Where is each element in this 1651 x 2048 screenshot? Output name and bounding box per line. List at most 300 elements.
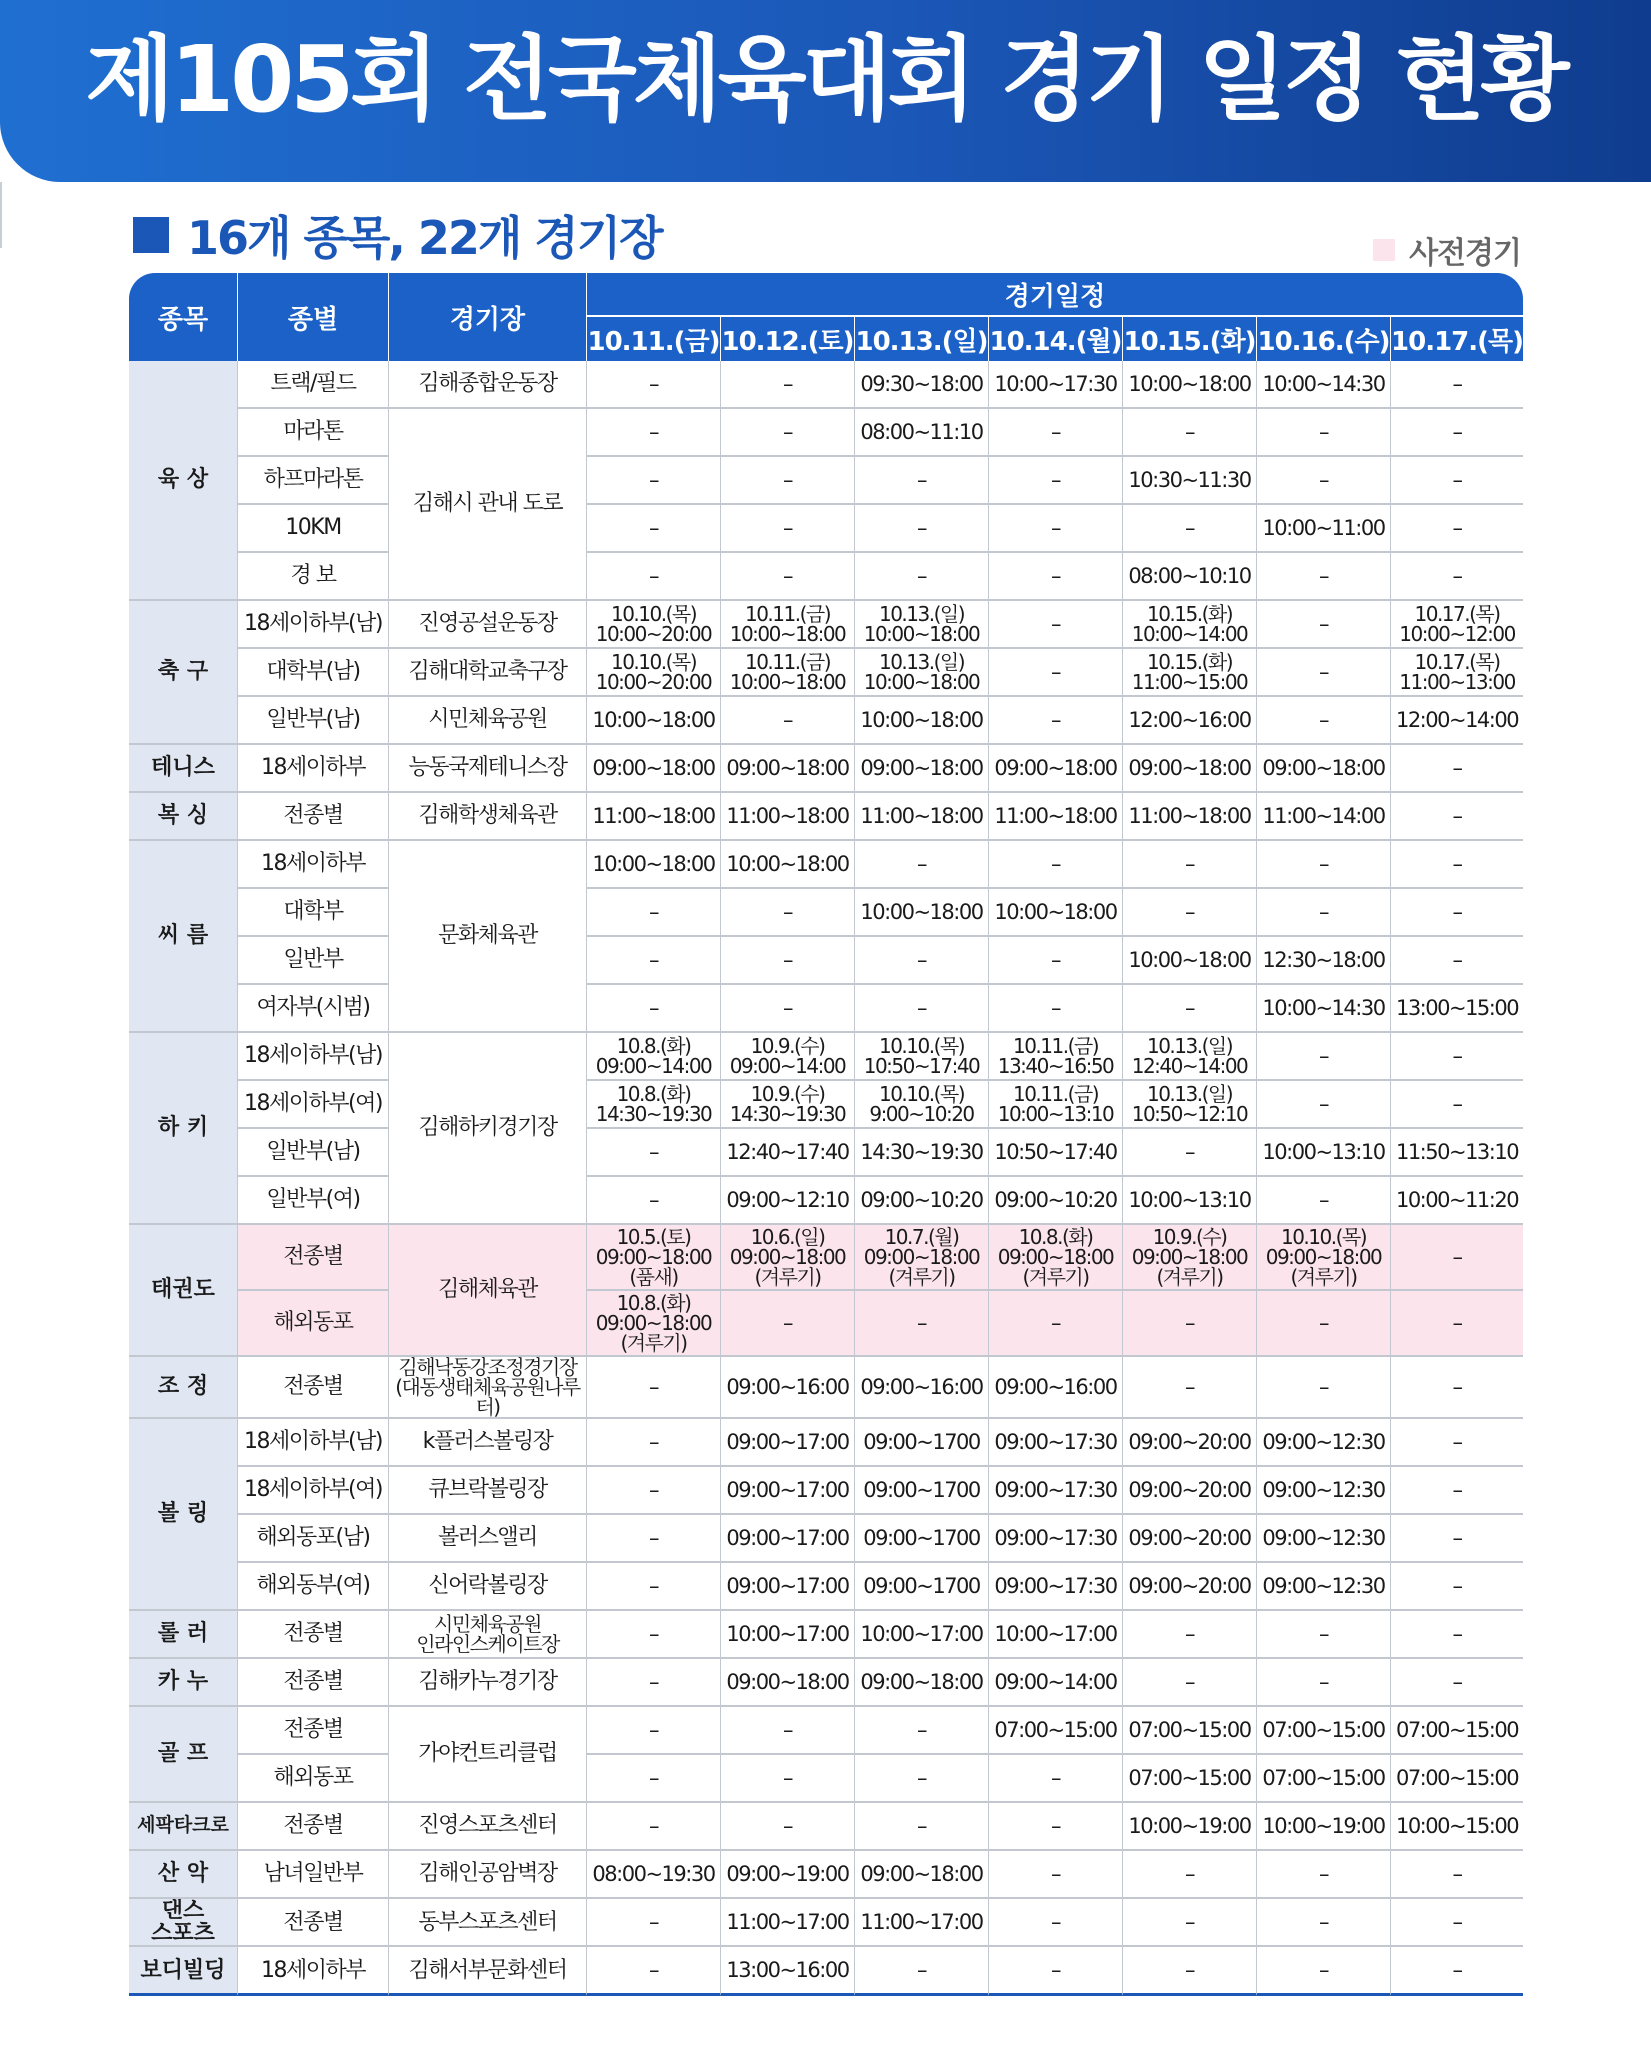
header-day: 10.11.(금) bbox=[587, 315, 721, 361]
sport-cell: 롤 러 bbox=[129, 1611, 238, 1659]
schedule-cell: 09:00~14:00 bbox=[989, 1659, 1123, 1707]
table-row bbox=[129, 1357, 1523, 1419]
category-cell: 대학부(남) bbox=[238, 649, 389, 697]
schedule-cell: – bbox=[1257, 1033, 1391, 1081]
schedule-cell: – bbox=[1391, 841, 1523, 889]
venue-cell: k플러스볼링장 bbox=[389, 1419, 587, 1467]
schedule-cell: – bbox=[587, 1803, 721, 1851]
category-cell: 일반부(남) bbox=[238, 1129, 389, 1177]
category-cell: 해외동포 bbox=[238, 1291, 389, 1357]
table-row bbox=[129, 505, 1523, 553]
schedule-cell: 11:50~13:10 bbox=[1391, 1129, 1523, 1177]
schedule-cell: 07:00~15:00 bbox=[1257, 1755, 1391, 1803]
schedule-cell: – bbox=[1257, 1659, 1391, 1707]
schedule-cell: – bbox=[721, 361, 855, 409]
schedule-cell: 09:00~17:30 bbox=[989, 1419, 1123, 1467]
schedule-cell: 11:00~17:00 bbox=[855, 1899, 989, 1947]
category-cell: 전종별 bbox=[238, 1899, 389, 1947]
schedule-cell: 09:00~20:00 bbox=[1123, 1467, 1257, 1515]
schedule-cell: 10.5.(토) 09:00~18:00 (품새) bbox=[587, 1225, 721, 1291]
schedule-cell: 10:00~13:10 bbox=[1123, 1177, 1257, 1225]
schedule-cell: 07:00~15:00 bbox=[1391, 1707, 1523, 1755]
schedule-cell: 09:00~10:20 bbox=[989, 1177, 1123, 1225]
schedule-cell: 12:30~18:00 bbox=[1257, 937, 1391, 985]
schedule-cell: 10.8.(화) 09:00~18:00 (겨루기) bbox=[587, 1291, 721, 1357]
category-cell: 18세이하부 bbox=[238, 1947, 389, 1996]
schedule-cell: 11:00~18:00 bbox=[587, 793, 721, 841]
schedule-cell: – bbox=[721, 1707, 855, 1755]
schedule-cell: 11:00~18:00 bbox=[989, 793, 1123, 841]
schedule-cell: 10.8.(화) 09:00~18:00 (겨루기) bbox=[989, 1225, 1123, 1291]
schedule-cell: – bbox=[1123, 1357, 1257, 1419]
schedule-cell: 10:00~17:00 bbox=[721, 1611, 855, 1659]
schedule-cell: 11:00~18:00 bbox=[855, 793, 989, 841]
sport-cell: 조 정 bbox=[129, 1357, 238, 1419]
category-cell: 18세이하부(남) bbox=[238, 601, 389, 649]
schedule-cell: – bbox=[855, 985, 989, 1033]
schedule-cell: – bbox=[587, 505, 721, 553]
legend-label: 사전경기 bbox=[1409, 236, 1521, 271]
category-cell: 18세이하부 bbox=[238, 841, 389, 889]
schedule-cell: – bbox=[587, 457, 721, 505]
category-cell: 18세이하부(남) bbox=[238, 1419, 389, 1467]
schedule-cell: – bbox=[1391, 1947, 1523, 1996]
header-day: 10.17.(목) bbox=[1391, 315, 1523, 361]
schedule-cell: – bbox=[1257, 889, 1391, 937]
schedule-cell: 09:00~12:30 bbox=[1257, 1467, 1391, 1515]
schedule-cell: – bbox=[1391, 1291, 1523, 1357]
schedule-cell: 09:00~12:30 bbox=[1257, 1419, 1391, 1467]
schedule-cell: 09:00~20:00 bbox=[1123, 1515, 1257, 1563]
sport-cell: 복 싱 bbox=[129, 793, 238, 841]
schedule-cell: – bbox=[855, 937, 989, 985]
schedule-cell: 10:00~19:00 bbox=[1123, 1803, 1257, 1851]
schedule-cell: 10.10.(목) 09:00~18:00 (겨루기) bbox=[1257, 1225, 1391, 1291]
table-row bbox=[129, 649, 1523, 697]
schedule-cell: – bbox=[721, 697, 855, 745]
schedule-cell: – bbox=[721, 1291, 855, 1357]
schedule-cell: 09:00~1700 bbox=[855, 1467, 989, 1515]
category-cell: 일반부(남) bbox=[238, 697, 389, 745]
schedule-cell: – bbox=[1391, 889, 1523, 937]
schedule-cell: 10.9.(수) 14:30~19:30 bbox=[721, 1081, 855, 1129]
schedule-cell: 12:40~17:40 bbox=[721, 1129, 855, 1177]
schedule-cell: – bbox=[587, 937, 721, 985]
schedule-cell: – bbox=[587, 361, 721, 409]
schedule-cell: 10:00~15:00 bbox=[1391, 1803, 1523, 1851]
venue-cell: 진영공설운동장 bbox=[389, 601, 587, 649]
schedule-cell: – bbox=[1257, 1851, 1391, 1899]
schedule-cell: – bbox=[721, 553, 855, 601]
venue-cell: 볼러스앨리 bbox=[389, 1515, 587, 1563]
table-row bbox=[129, 1129, 1523, 1177]
table-row bbox=[129, 1707, 1523, 1755]
schedule-cell: 10.11.(금) 10:00~18:00 bbox=[721, 649, 855, 697]
header-day: 10.12.(토) bbox=[721, 315, 855, 361]
schedule-cell: – bbox=[989, 1291, 1123, 1357]
legend-pink-swatch bbox=[1373, 239, 1395, 261]
table-row bbox=[129, 937, 1523, 985]
schedule-cell: – bbox=[587, 409, 721, 457]
schedule-cell: 09:00~16:00 bbox=[989, 1357, 1123, 1419]
venue-cell: 신어락볼링장 bbox=[389, 1563, 587, 1611]
schedule-cell: – bbox=[1391, 1563, 1523, 1611]
table-row bbox=[129, 457, 1523, 505]
category-cell: 18세이하부 bbox=[238, 745, 389, 793]
sport-cell: 산 악 bbox=[129, 1851, 238, 1899]
venue-cell: 김해낙동강조정경기장 (대동생태체육공원나루터) bbox=[389, 1357, 587, 1419]
schedule-cell: 09:00~18:00 bbox=[855, 1851, 989, 1899]
schedule-cell: – bbox=[989, 505, 1123, 553]
category-cell: 해외동부(여) bbox=[238, 1563, 389, 1611]
venue-cell: 김해시 관내 도로 bbox=[389, 409, 587, 601]
schedule-cell: 11:00~18:00 bbox=[721, 793, 855, 841]
schedule-cell: 10:00~18:00 bbox=[1123, 361, 1257, 409]
table-row bbox=[129, 1081, 1523, 1129]
sport-cell: 축 구 bbox=[129, 601, 238, 745]
schedule-cell: 10.8.(화) 09:00~14:00 bbox=[587, 1033, 721, 1081]
schedule-cell: – bbox=[1257, 697, 1391, 745]
schedule-cell: 10:00~18:00 bbox=[587, 841, 721, 889]
sport-cell: 댄스 스포츠 bbox=[129, 1899, 238, 1947]
schedule-cell: – bbox=[1391, 457, 1523, 505]
schedule-cell: – bbox=[1391, 553, 1523, 601]
venue-cell: 김해학생체육관 bbox=[389, 793, 587, 841]
table-row bbox=[129, 601, 1523, 649]
schedule-cell: – bbox=[1257, 1081, 1391, 1129]
schedule-cell: 09:00~17:00 bbox=[721, 1419, 855, 1467]
schedule-cell: 10.10.(목) 10:00~20:00 bbox=[587, 649, 721, 697]
table-row bbox=[129, 553, 1523, 601]
venue-cell: 동부스포츠센터 bbox=[389, 1899, 587, 1947]
schedule-cell: 09:00~19:00 bbox=[721, 1851, 855, 1899]
header-day: 10.15.(화) bbox=[1123, 315, 1257, 361]
schedule-cell: – bbox=[1257, 1899, 1391, 1947]
schedule-cell: 10:00~19:00 bbox=[1257, 1803, 1391, 1851]
schedule-cell: 10:00~18:00 bbox=[989, 889, 1123, 937]
schedule-cell: – bbox=[989, 553, 1123, 601]
schedule-cell: 10.17.(목) 11:00~13:00 bbox=[1391, 649, 1523, 697]
schedule-cell: 07:00~15:00 bbox=[1391, 1755, 1523, 1803]
venue-cell: 김해서부문화센터 bbox=[389, 1947, 587, 1996]
schedule-cell: – bbox=[721, 1803, 855, 1851]
schedule-cell: 10:00~11:00 bbox=[1257, 505, 1391, 553]
schedule-cell: – bbox=[1123, 1659, 1257, 1707]
page-title: 제105회 전국체육대회 경기 일정 현황 bbox=[85, 26, 1566, 133]
schedule-cell: 10:00~14:30 bbox=[1257, 985, 1391, 1033]
sport-cell: 태권도 bbox=[129, 1225, 238, 1357]
sport-cell: 육 상 bbox=[129, 361, 238, 601]
schedule-cell: – bbox=[587, 1707, 721, 1755]
schedule-cell: 09:00~10:20 bbox=[855, 1177, 989, 1225]
schedule-cell: – bbox=[989, 937, 1123, 985]
table-row bbox=[129, 1611, 1523, 1659]
venue-cell: 김해하키경기장 bbox=[389, 1033, 587, 1225]
schedule-cell: 09:00~17:30 bbox=[989, 1467, 1123, 1515]
schedule-cell: 08:00~19:30 bbox=[587, 1851, 721, 1899]
schedule-cell: – bbox=[1391, 1357, 1523, 1419]
schedule-cell: – bbox=[1257, 457, 1391, 505]
schedule-cell: – bbox=[989, 409, 1123, 457]
category-cell: 해외동포(남) bbox=[238, 1515, 389, 1563]
schedule-cell: – bbox=[587, 1899, 721, 1947]
schedule-cell: 10:00~18:00 bbox=[855, 889, 989, 937]
table-row bbox=[129, 1515, 1523, 1563]
schedule-cell: – bbox=[1123, 505, 1257, 553]
schedule-cell: 09:00~20:00 bbox=[1123, 1563, 1257, 1611]
category-cell: 전종별 bbox=[238, 793, 389, 841]
schedule-cell: – bbox=[721, 985, 855, 1033]
schedule-cell: 14:30~19:30 bbox=[855, 1129, 989, 1177]
schedule-cell: 10:00~14:30 bbox=[1257, 361, 1391, 409]
schedule-cell: – bbox=[587, 1357, 721, 1419]
schedule-cell: 09:00~1700 bbox=[855, 1563, 989, 1611]
table-row bbox=[129, 1899, 1523, 1947]
table-row bbox=[129, 1659, 1523, 1707]
schedule-cell: – bbox=[989, 697, 1123, 745]
venue-cell: 김해카누경기장 bbox=[389, 1659, 587, 1707]
category-cell: 전종별 bbox=[238, 1225, 389, 1291]
schedule-cell: – bbox=[855, 457, 989, 505]
schedule-cell: 10:00~17:00 bbox=[989, 1611, 1123, 1659]
schedule-cell: 10:00~17:00 bbox=[855, 1611, 989, 1659]
schedule-cell: 07:00~15:00 bbox=[1123, 1755, 1257, 1803]
category-cell: 일반부(여) bbox=[238, 1177, 389, 1225]
schedule-cell: – bbox=[989, 1947, 1123, 1996]
header-category: 종별 bbox=[238, 273, 389, 361]
schedule-cell: 10.9.(수) 09:00~18:00 (겨루기) bbox=[1123, 1225, 1257, 1291]
schedule-cell: – bbox=[1123, 1851, 1257, 1899]
schedule-cell: – bbox=[855, 841, 989, 889]
schedule-cell: – bbox=[1257, 1291, 1391, 1357]
schedule-cell: 09:00~18:00 bbox=[721, 745, 855, 793]
sport-cell: 테니스 bbox=[129, 745, 238, 793]
table-row bbox=[129, 1947, 1523, 1996]
schedule-cell: – bbox=[1257, 601, 1391, 649]
schedule-cell: – bbox=[1123, 1291, 1257, 1357]
schedule-cell: 09:00~1700 bbox=[855, 1419, 989, 1467]
schedule-cell: 13:00~16:00 bbox=[721, 1947, 855, 1996]
category-cell: 18세이하부(남) bbox=[238, 1033, 389, 1081]
schedule-cell: – bbox=[587, 1467, 721, 1515]
schedule-cell: 09:00~18:00 bbox=[989, 745, 1123, 793]
table-row bbox=[129, 985, 1523, 1033]
schedule-cell: 08:00~10:10 bbox=[1123, 553, 1257, 601]
category-cell: 전종별 bbox=[238, 1707, 389, 1755]
schedule-cell: 08:00~11:10 bbox=[855, 409, 989, 457]
schedule-cell: – bbox=[1123, 1899, 1257, 1947]
schedule-cell: 07:00~15:00 bbox=[1257, 1707, 1391, 1755]
schedule-cell: 07:00~15:00 bbox=[989, 1707, 1123, 1755]
sport-cell: 골 프 bbox=[129, 1707, 238, 1803]
schedule-cell: – bbox=[989, 1755, 1123, 1803]
schedule-cell: – bbox=[1391, 937, 1523, 985]
venue-cell: 김해대학교축구장 bbox=[389, 649, 587, 697]
schedule-cell: 09:00~17:00 bbox=[721, 1515, 855, 1563]
schedule-cell: – bbox=[587, 1611, 721, 1659]
schedule-cell: – bbox=[587, 1659, 721, 1707]
category-cell: 하프마라톤 bbox=[238, 457, 389, 505]
table-row bbox=[129, 1803, 1523, 1851]
schedule-cell: 10.13.(일) 10:50~12:10 bbox=[1123, 1081, 1257, 1129]
schedule-cell: 09:00~16:00 bbox=[721, 1357, 855, 1419]
venue-cell: 가야컨트리클럽 bbox=[389, 1707, 587, 1803]
schedule-cell: – bbox=[989, 601, 1123, 649]
schedule-cell: 09:00~20:00 bbox=[1123, 1419, 1257, 1467]
schedule-cell: 10.10.(목) 9:00~10:20 bbox=[855, 1081, 989, 1129]
schedule-cell: – bbox=[1391, 1419, 1523, 1467]
venue-cell: 시민체육공원 bbox=[389, 697, 587, 745]
schedule-cell: 10.7.(월) 09:00~18:00 (겨루기) bbox=[855, 1225, 989, 1291]
section-heading-text: 16개 종목, 22개 경기장 bbox=[187, 211, 662, 265]
schedule-cell: – bbox=[1123, 1129, 1257, 1177]
header-day: 10.13.(일) bbox=[855, 315, 989, 361]
schedule-cell: – bbox=[989, 985, 1123, 1033]
header-day: 10.16.(수) bbox=[1257, 315, 1391, 361]
sport-cell: 카 누 bbox=[129, 1659, 238, 1707]
schedule-cell: – bbox=[989, 1899, 1123, 1947]
schedule-cell: – bbox=[855, 1803, 989, 1851]
category-cell: 10KM bbox=[238, 505, 389, 553]
schedule-cell: 09:00~12:10 bbox=[721, 1177, 855, 1225]
sport-cell: 세팍타크로 bbox=[129, 1803, 238, 1851]
table-row bbox=[129, 1467, 1523, 1515]
schedule-cell: 09:00~17:30 bbox=[989, 1563, 1123, 1611]
category-cell: 18세이하부(여) bbox=[238, 1467, 389, 1515]
schedule-cell: – bbox=[1391, 1659, 1523, 1707]
schedule-cell: 09:00~1700 bbox=[855, 1515, 989, 1563]
schedule-cell: – bbox=[1257, 649, 1391, 697]
schedule-cell: – bbox=[1391, 409, 1523, 457]
schedule-cell: 09:00~12:30 bbox=[1257, 1563, 1391, 1611]
schedule-cell: – bbox=[721, 457, 855, 505]
table-row bbox=[129, 841, 1523, 889]
schedule-cell: 09:00~17:00 bbox=[721, 1467, 855, 1515]
schedule-cell: – bbox=[1391, 1467, 1523, 1515]
table-row bbox=[129, 1291, 1523, 1357]
schedule-cell: 09:00~18:00 bbox=[855, 745, 989, 793]
schedule-cell: – bbox=[587, 1177, 721, 1225]
schedule-cell: 09:00~17:30 bbox=[989, 1515, 1123, 1563]
schedule-cell: – bbox=[587, 1515, 721, 1563]
schedule-cell: 10:00~17:30 bbox=[989, 361, 1123, 409]
schedule-cell: – bbox=[721, 505, 855, 553]
table-row bbox=[129, 745, 1523, 793]
schedule-cell: 10.13.(일) 10:00~18:00 bbox=[855, 649, 989, 697]
schedule-cell: 09:00~18:00 bbox=[1123, 745, 1257, 793]
schedule-cell: 10.9.(수) 09:00~14:00 bbox=[721, 1033, 855, 1081]
schedule-cell: – bbox=[1391, 505, 1523, 553]
category-cell: 트랙/필드 bbox=[238, 361, 389, 409]
schedule-cell: 11:00~14:00 bbox=[1257, 793, 1391, 841]
schedule-cell: 10.10.(목) 10:00~20:00 bbox=[587, 601, 721, 649]
schedule-cell: 10.15.(화) 11:00~15:00 bbox=[1123, 649, 1257, 697]
schedule-cell: 10.17.(목) 10:00~12:00 bbox=[1391, 601, 1523, 649]
schedule-cell: 12:00~16:00 bbox=[1123, 697, 1257, 745]
schedule-cell: – bbox=[587, 1947, 721, 1996]
schedule-cell: 10:00~18:00 bbox=[587, 697, 721, 745]
schedule-cell: – bbox=[1391, 1515, 1523, 1563]
sport-cell: 볼 링 bbox=[129, 1419, 238, 1611]
schedule-cell: – bbox=[1123, 985, 1257, 1033]
schedule-cell: 13:00~15:00 bbox=[1391, 985, 1523, 1033]
category-cell: 18세이하부(여) bbox=[238, 1081, 389, 1129]
header-day: 10.14.(월) bbox=[989, 315, 1123, 361]
category-cell: 일반부 bbox=[238, 937, 389, 985]
table-row bbox=[129, 361, 1523, 409]
legend bbox=[1373, 228, 1521, 272]
square-bullet-icon bbox=[133, 217, 169, 253]
schedule-cell: 09:00~18:00 bbox=[721, 1659, 855, 1707]
schedule-cell: – bbox=[989, 649, 1123, 697]
table-row bbox=[129, 1225, 1523, 1291]
venue-cell: 진영스포츠센터 bbox=[389, 1803, 587, 1851]
schedule-table bbox=[129, 273, 1523, 1996]
category-cell: 여자부(시범) bbox=[238, 985, 389, 1033]
schedule-cell: 10:00~11:20 bbox=[1391, 1177, 1523, 1225]
category-cell: 해외동포 bbox=[238, 1755, 389, 1803]
venue-cell: 시민체육공원 인라인스케이트장 bbox=[389, 1611, 587, 1659]
schedule-cell: – bbox=[587, 553, 721, 601]
table-row bbox=[129, 1419, 1523, 1467]
title-banner bbox=[0, 0, 1651, 182]
venue-cell: 능동국제테니스장 bbox=[389, 745, 587, 793]
schedule-cell: – bbox=[721, 1755, 855, 1803]
schedule-cell: – bbox=[1123, 1947, 1257, 1996]
schedule-cell: 12:00~14:00 bbox=[1391, 697, 1523, 745]
table-row bbox=[129, 697, 1523, 745]
schedule-cell: – bbox=[721, 889, 855, 937]
schedule-cell: 10:00~18:00 bbox=[1123, 937, 1257, 985]
schedule-cell: – bbox=[587, 1563, 721, 1611]
schedule-cell: 10.13.(일) 12:40~14:00 bbox=[1123, 1033, 1257, 1081]
schedule-cell: 10.15.(화) 10:00~14:00 bbox=[1123, 601, 1257, 649]
venue-cell: 김해인공암벽장 bbox=[389, 1851, 587, 1899]
schedule-cell: 10.11.(금) 13:40~16:50 bbox=[989, 1033, 1123, 1081]
schedule-cell: 10:00~13:10 bbox=[1257, 1129, 1391, 1177]
schedule-cell: – bbox=[989, 457, 1123, 505]
schedule-cell: – bbox=[1123, 1611, 1257, 1659]
schedule-cell: – bbox=[1391, 1225, 1523, 1291]
schedule-cell: – bbox=[989, 1803, 1123, 1851]
schedule-cell: – bbox=[1257, 1947, 1391, 1996]
schedule-cell: 09:00~17:00 bbox=[721, 1563, 855, 1611]
schedule-cell: – bbox=[587, 1129, 721, 1177]
schedule-cell: – bbox=[1257, 1177, 1391, 1225]
schedule-cell: – bbox=[1391, 361, 1523, 409]
schedule-cell: – bbox=[855, 553, 989, 601]
schedule-cell: 10:50~17:40 bbox=[989, 1129, 1123, 1177]
schedule-cell: – bbox=[721, 409, 855, 457]
table-row bbox=[129, 889, 1523, 937]
schedule-cell: 10.6.(일) 09:00~18:00 (겨루기) bbox=[721, 1225, 855, 1291]
schedule-cell: – bbox=[855, 505, 989, 553]
schedule-cell: 10.11.(금) 10:00~13:10 bbox=[989, 1081, 1123, 1129]
header-sport: 종목 bbox=[129, 273, 238, 361]
schedule-cell: – bbox=[1123, 841, 1257, 889]
venue-cell: 문화체육관 bbox=[389, 841, 587, 1033]
table-row bbox=[129, 1851, 1523, 1899]
schedule-cell: – bbox=[989, 841, 1123, 889]
header-schedule: 경기일정 bbox=[587, 273, 1523, 315]
schedule-cell: – bbox=[587, 889, 721, 937]
schedule-cell: 09:00~18:00 bbox=[1257, 745, 1391, 793]
schedule-cell: – bbox=[587, 985, 721, 1033]
schedule-cell: – bbox=[1123, 409, 1257, 457]
venue-cell: 큐브락볼링장 bbox=[389, 1467, 587, 1515]
schedule-cell: – bbox=[855, 1291, 989, 1357]
schedule-cell: – bbox=[1391, 1611, 1523, 1659]
